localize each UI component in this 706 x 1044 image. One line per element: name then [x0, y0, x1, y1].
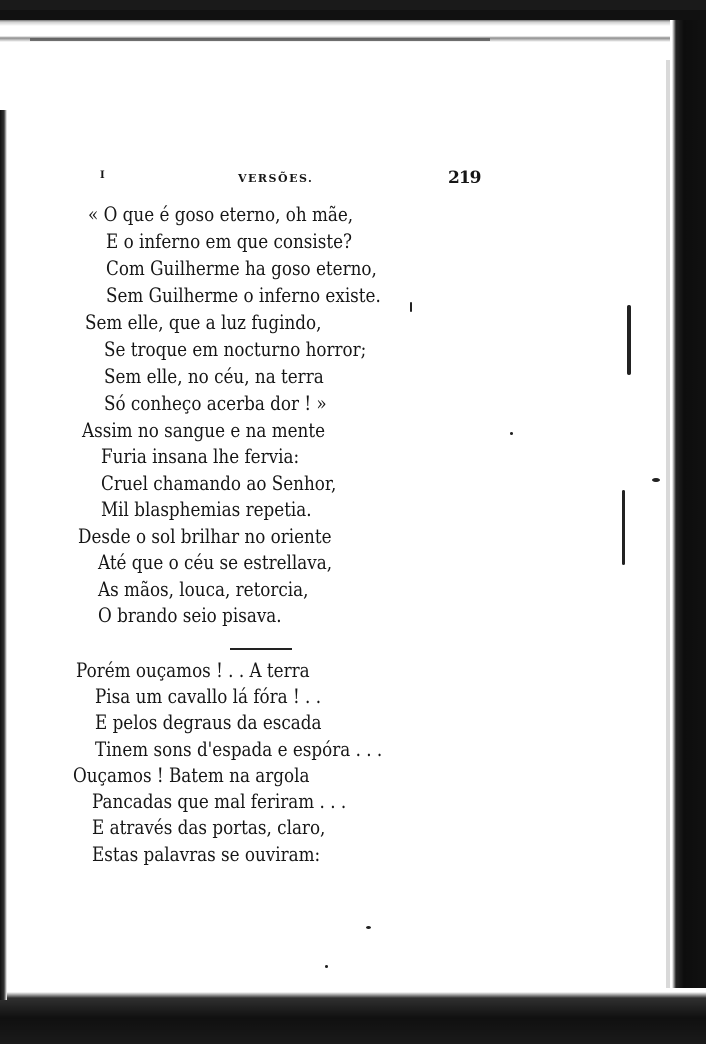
scan-border-top — [0, 0, 706, 58]
verse-line: Estas palavras se ouviram: — [92, 843, 321, 866]
page-number: 219 — [448, 168, 481, 188]
verse-line: Cruel chamando ao Senhor, — [101, 472, 337, 495]
verse-line: Pancadas que mal feriram . . . — [92, 790, 347, 813]
verse-line: E o inferno em que consiste? — [106, 230, 353, 253]
page-header — [100, 168, 480, 190]
scan-border-top-line — [30, 38, 490, 41]
verse-line: Pisa um cavallo lá fóra ! . . — [95, 685, 322, 708]
verse-line: Se troque em nocturno horror; — [104, 338, 367, 361]
verse-line: O brando seio pisava. — [98, 604, 282, 627]
scan-speck — [325, 965, 328, 968]
verse-line: Sem elle, que a luz fugindo, — [85, 311, 322, 334]
scan-border-bottom — [0, 988, 706, 1044]
scan-speck — [622, 490, 625, 565]
scan-border-left — [0, 110, 7, 1000]
header-mark: I — [100, 170, 105, 181]
verse-line: « O que é goso eterno, oh mãe, — [88, 203, 354, 226]
scan-speck — [366, 926, 371, 929]
verse-line: Desde o sol brilhar no oriente — [78, 525, 332, 548]
scan-speck — [652, 478, 660, 482]
verse-line: Com Guilherme ha goso eterno, — [106, 257, 377, 280]
verse-line: Mil blasphemias repetia. — [101, 498, 312, 521]
scan-border-right — [670, 20, 706, 1030]
verse-line: Só conheço acerba dor ! » — [104, 392, 327, 415]
running-head: VERSÕES. — [238, 172, 314, 185]
verse-line: Sem elle, no céu, na terra — [104, 365, 324, 388]
verse-line: E pelos degraus da escada — [95, 711, 322, 734]
verse-line: As mãos, louca, retorcia, — [98, 578, 309, 601]
verse-line: E através das portas, claro, — [92, 816, 326, 839]
scan-speck — [410, 302, 412, 312]
verse-line: Sem Guilherme o inferno existe. — [106, 284, 381, 307]
section-divider — [230, 648, 292, 650]
verse-line: Ouçamos ! Batem na argola — [73, 764, 310, 787]
scan-border-top-strip — [0, 10, 706, 20]
verse-line: Tinem sons d'espada e espóra . . . — [95, 738, 383, 761]
scan-border-right-inner — [666, 60, 670, 1020]
verse-line: Furia insana lhe fervia: — [101, 445, 300, 468]
scan-speck — [510, 432, 513, 435]
verse-line: Assim no sangue e na mente — [82, 419, 326, 442]
scan-speck — [627, 305, 631, 375]
verse-line: Porém ouçamos ! . . A terra — [76, 659, 310, 682]
verse-line: Até que o céu se estrellava, — [98, 551, 333, 574]
